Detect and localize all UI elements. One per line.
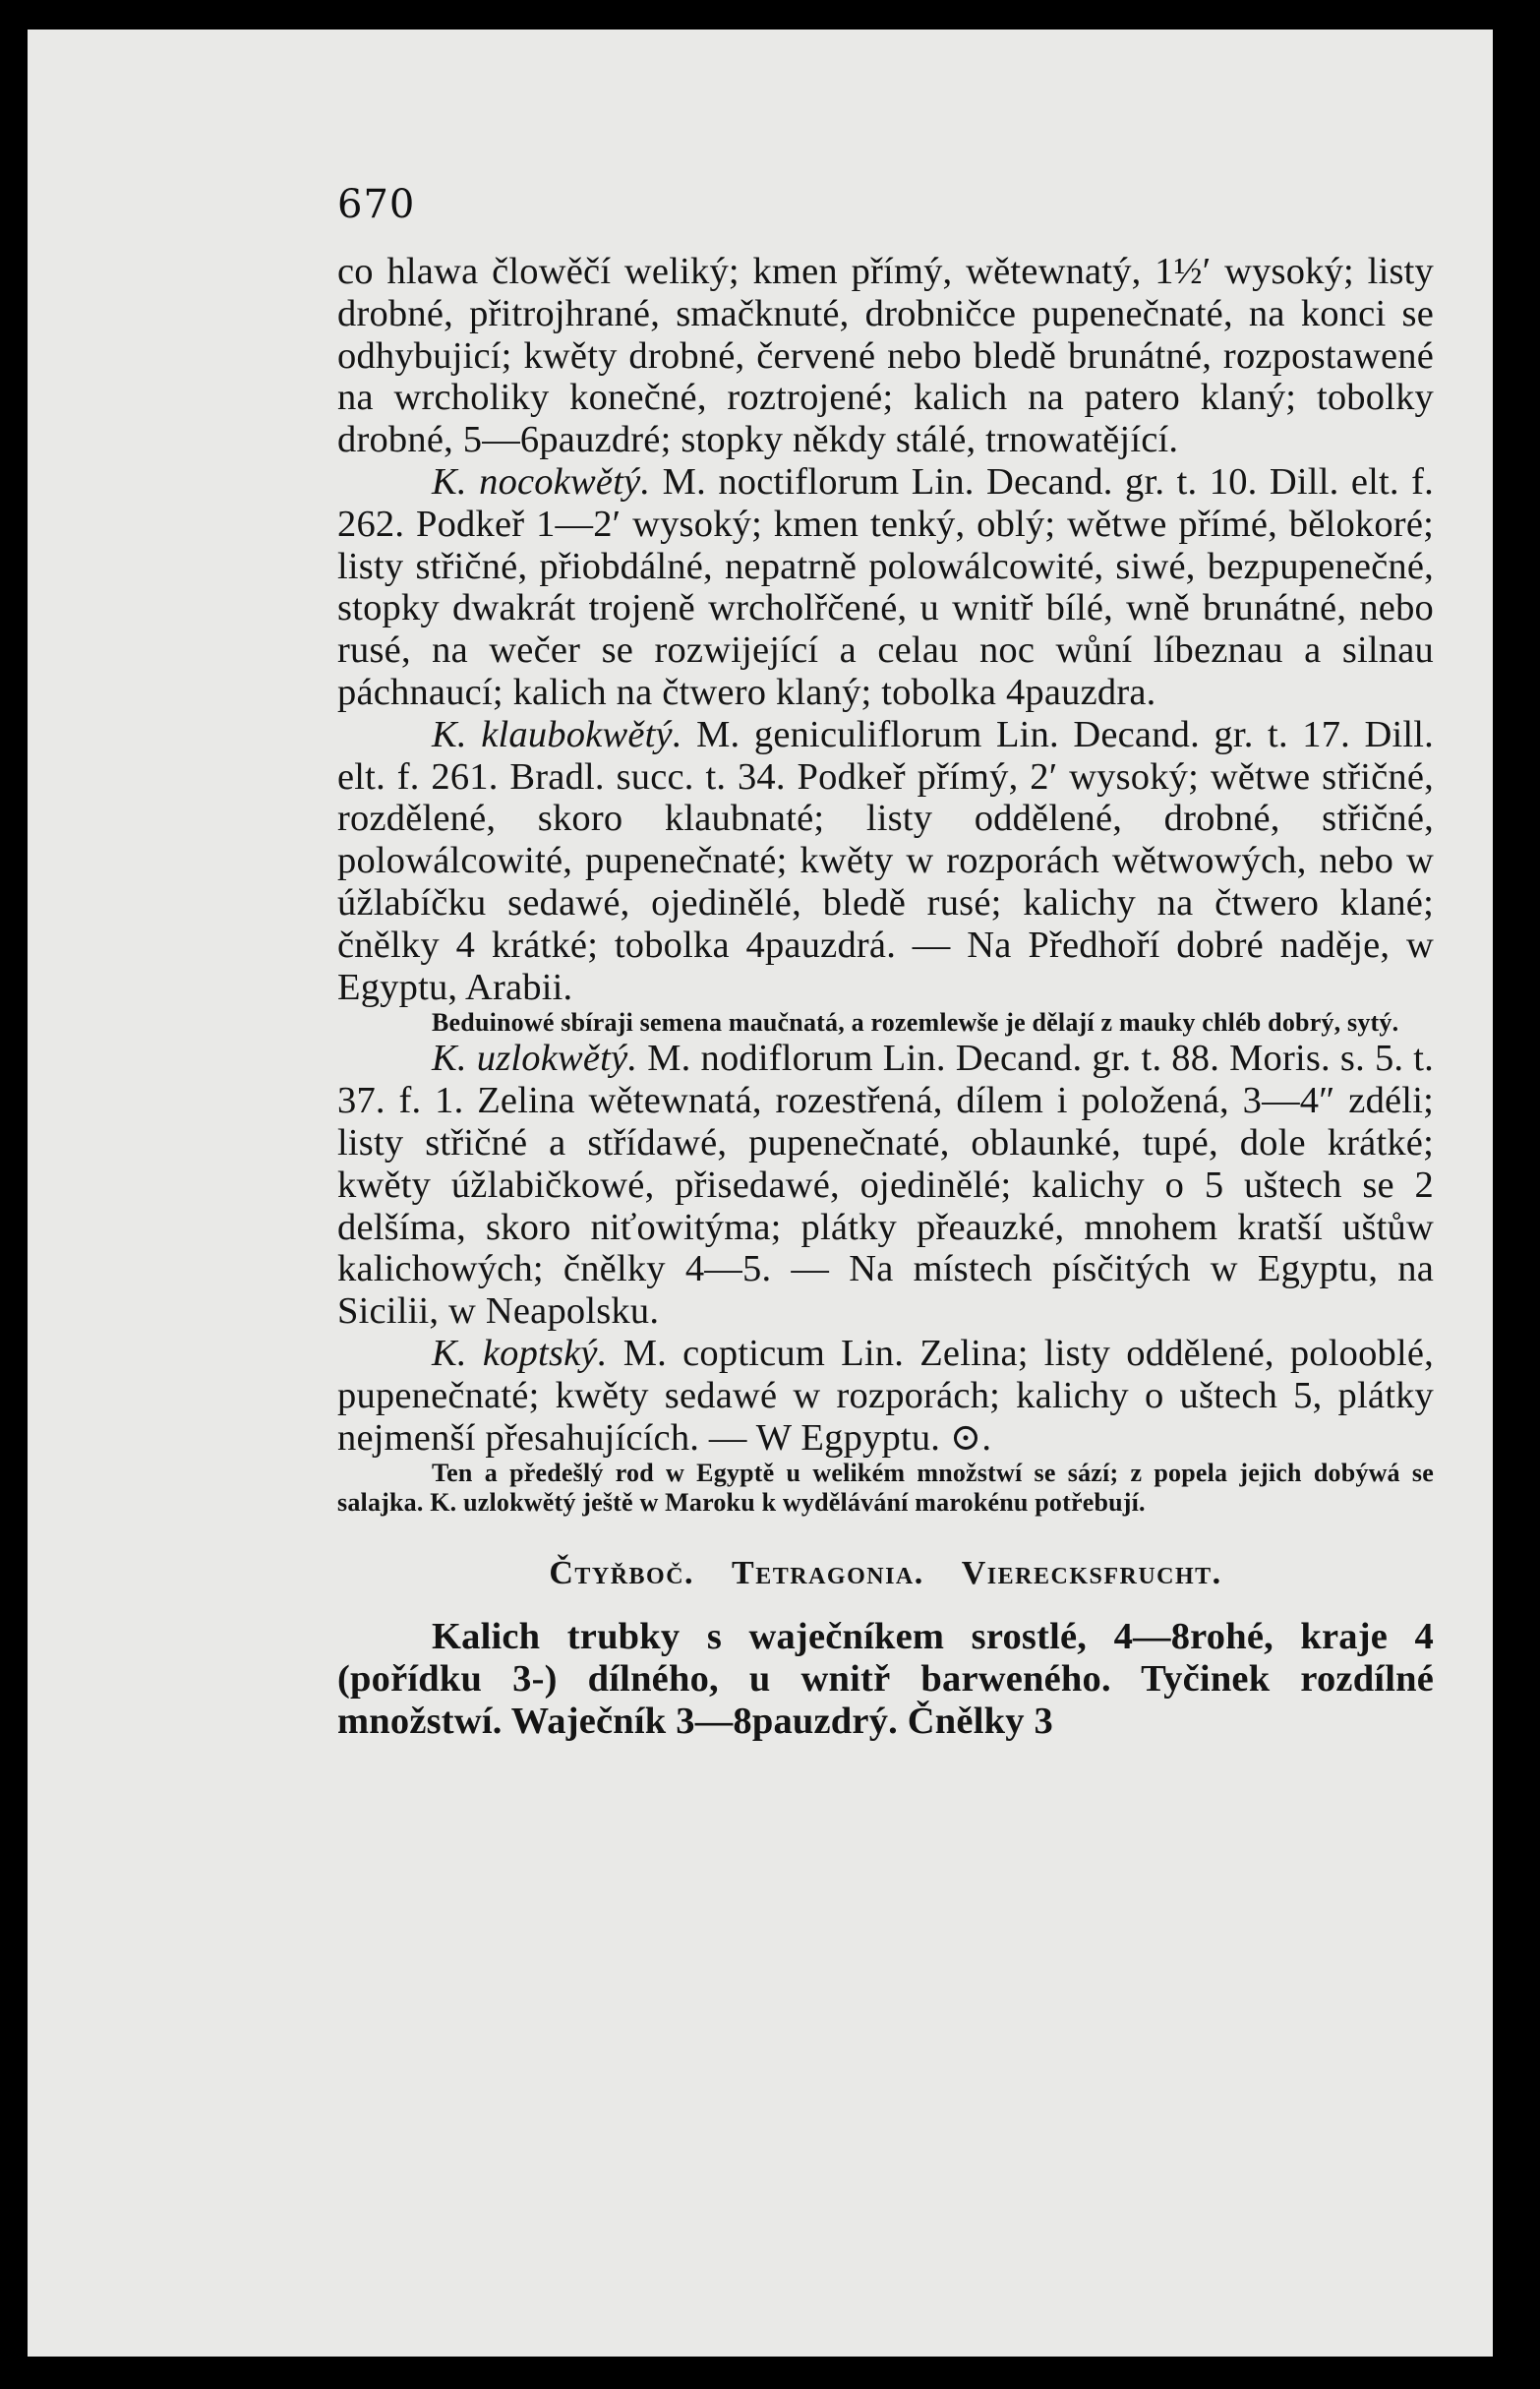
species-name: K. uzlokwětý.: [432, 1038, 638, 1080]
species-entry-klaubokwety: [337, 714, 1434, 1009]
species-name: K. nocokwětý.: [432, 460, 651, 503]
species-entry-uzlokwety: [337, 1038, 1434, 1333]
species-description: M. noctiflorum Lin. Decand. gr. t. 10. Dill. elt. f. 262. Podkeř 1—2′ wysoký; kmen tenký, oblý; wětwe přímé, bělokoré; listy střičné, přiobdálné, nepatrně polowálcowité, siwé, bezpupenečné, stopky dwakrát trojeně wrcholřčené, u wnitř bílé, wně brunátné, nebo rusé, na wečer se rozwijející a celau noc wůní líbeznau a silnau páchnaucí; kalich na čtwero klaný; tobolka 4pauzdra.: [337, 460, 1435, 713]
species-description: M. nodiflorum Lin. Decand. gr. t. 88. Moris. s. 5. t. 37. f. 1. Zelina wětewnatá, rozestřená, dílem i položená, 3—4″ zdéli; listy střičné a střídawé, pupenečnaté, oblaunké, tupé, dole krátké; kwěty úžlabičkowé, přisedawé, ojedinělé; kalichy o 5 uštech se 2 delšíma, skoro niťowitýma; plátky přeauzké, mnohem kratší uštůw kalichowých; čnělky 4—5. — Na místech písčitých w Egyptu, na Sicilii, w Neapolsku.: [337, 1038, 1434, 1333]
species-name: K. koptský.: [432, 1332, 608, 1374]
species-entry-koptsky: [337, 1333, 1434, 1459]
genus-heading: [337, 1555, 1434, 1592]
species-description: M. copticum Lin. Zelina; listy oddělené, polooblé, pupenečnaté; kwěty sedawé w rozporách; kalichy o uštech 5, plátky nejmenší přesahujících. — W Egpyptu. ⊙.: [337, 1332, 1434, 1459]
footnote-salajka: Ten a předešlý rod w Egyptě u welikém množstwí se sází; z popela jejich dobýwá se salajka. K. uzlokwětý ještě w Maroku k wydělávání marokénu potřebují.: [337, 1459, 1434, 1518]
species-description: M. geniculiflorum Lin. Decand. gr. t. 17. Dill. elt. f. 261. Bradl. succ. t. 34. Podkeř přímý, 2′ wysoký; wětwe střičné, rozdělené, skoro klaubnaté; listy oddělené, drobné, střičné, polowálcowité, pupenečnaté; kwěty w rozporách wětwowých, nebo w úžlabíčku sedawé, ojedinělé, bledě rusé; kalichy na čtwero klané; čnělky 4 krátké; tobolka 4pauzdrá. — Na Předhoří dobré naděje, w Egyptu, Arabii.: [337, 713, 1434, 1008]
genus-description: Kalich trubky s waječníkem srostlé, 4—8rohé, kraje 4 (pořídku 3-) dílného, u wnitř barweného. Tyčinek rozdílné množstwí. Waječník 3—8pauzdrý. Čnělky 3: [337, 1616, 1434, 1742]
page-number: 670: [337, 182, 416, 227]
text-column: [337, 251, 1434, 1743]
genus-heading-czech: Čtyřboč.: [549, 1555, 695, 1592]
species-entry-nocokwety: [337, 461, 1434, 714]
genus-heading-latin: Tetragonia.: [732, 1555, 924, 1592]
footnote-beduinove: Beduinowé sbíraji semena maučnatá, a rozemlewše je dělají z mauky chléb dobrý, sytý.: [432, 1008, 1399, 1038]
paragraph-continuation: co hlawa člowěčí weliký; kmen přímý, wětewnatý, 1½′ wysoký; listy drobné, přitrojhrané, smačknuté, drobničce pupenečnaté, na konci se odhybujicí; kwěty drobné, červené nebo bledě brunátné, rozpostawené na wrcholiky konečné, roztrojené; kalich na patero klaný; tobolky drobné, 5—6pauzdré; stopky někdy stálé, trnowatějící.: [337, 251, 1434, 461]
book-page: [28, 30, 1493, 2357]
genus-heading-german: Vierecksfrucht.: [961, 1555, 1222, 1592]
species-name: K. klaubokwětý.: [432, 713, 682, 755]
